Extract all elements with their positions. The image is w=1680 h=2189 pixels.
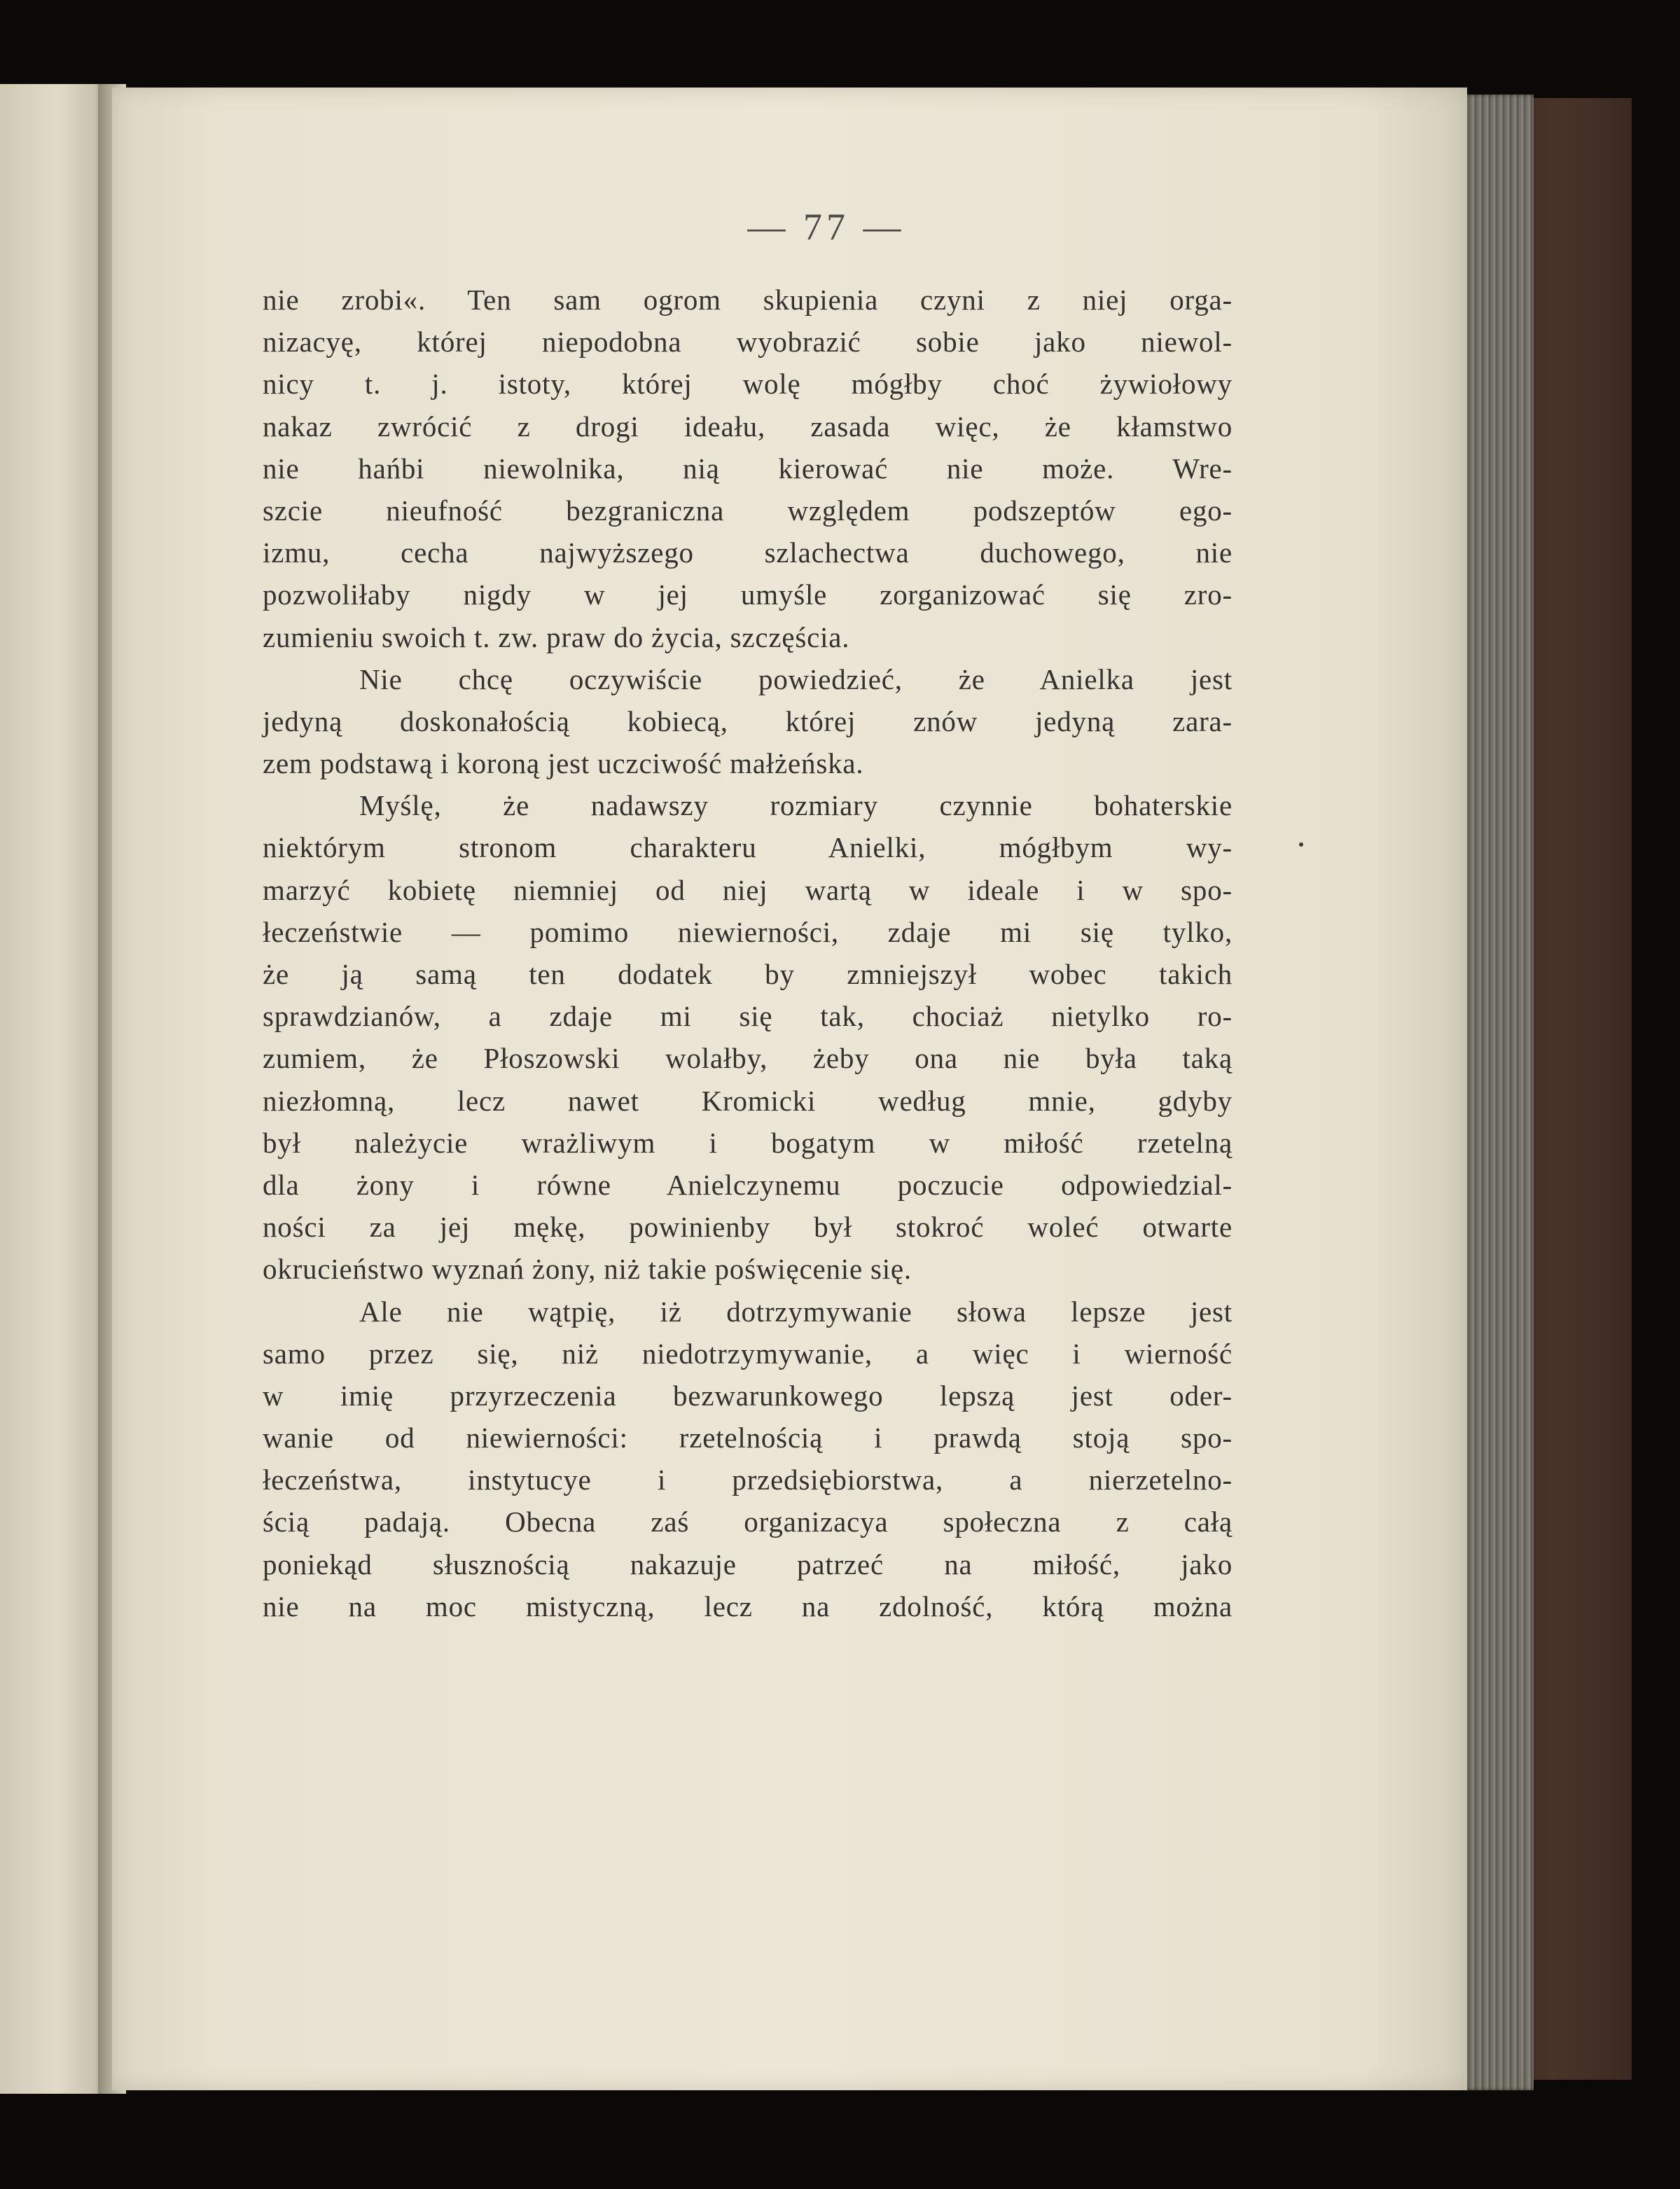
text-line: marzyć kobietę niemniej od niej wartą w ideale i w spo-: [263, 873, 1233, 906]
text-line: niezłomną, lecz nawet Kromicki według mnie, gdyby: [263, 1084, 1233, 1117]
text-line: ności za jej mękę, powinienby był stokroć woleć otwarte: [263, 1211, 1233, 1244]
text-line: że ją samą ten dodatek by zmniejszył wobec takich: [263, 958, 1233, 990]
text-line: w imię przyrzeczenia bezwarunkowego lepszą jest oder-: [263, 1379, 1233, 1412]
text-line: łeczeństwa, instytucye i przedsiębiorstwa, a nierzetelno-: [263, 1464, 1233, 1496]
text-line: wanie od niewierności: rzetelnością i prawdą stoją spo-: [263, 1422, 1233, 1454]
page-number: — 77 —: [747, 206, 905, 248]
previous-page-border: [0, 84, 109, 2094]
text-line: nie zrobi«. Ten sam ogrom skupienia czyni z niej orga-: [263, 284, 1233, 316]
text-line: ścią padają. Obecna zaś organizacya społeczna z całą: [263, 1506, 1233, 1538]
text-line: był należycie wrażliwym i bogatym w miłość rzetelną: [263, 1126, 1233, 1159]
text-line: zumieniu swoich t. zw. praw do życia, szczęścia.: [263, 620, 850, 653]
text-line: niektórym stronom charakteru Anielki, mógłbym wy-: [263, 831, 1233, 864]
text-line: nie na moc mistyczną, lecz na zdolność, którą można: [263, 1590, 1233, 1622]
text-line: izmu, cecha najwyższego szlachectwa duchowego, nie: [263, 536, 1233, 569]
text-line: nicy t. j. istoty, której wolę mógłby choć żywiołowy: [263, 368, 1233, 401]
text-line: sprawdzianów, a zdaje mi się tak, chociaż nietylko ro-: [263, 1000, 1233, 1033]
text-line: nie hańbi niewolnika, nią kierować nie może. Wre-: [263, 452, 1233, 485]
text-line: nakaz zwrócić z drogi ideału, zasada więc, że kłamstwo: [263, 410, 1233, 443]
ink-speck: [1299, 842, 1303, 847]
text-line: Myślę, że nadawszy rozmiary czynnie bohaterskie: [359, 789, 1233, 822]
text-line: łeczeństwie — pomimo niewierności, zdaje mi się tylko,: [263, 915, 1233, 948]
page-edges: [1457, 95, 1534, 2090]
page-text: [263, 279, 1233, 1627]
text-line: dla żony i równe Anielczynemu poczucie odpowiedzial-: [263, 1168, 1233, 1201]
text-line: zem podstawą i koroną jest uczciwość małżeńska.: [263, 747, 864, 780]
text-line: poniekąd słusznością nakazuje patrzeć na miłość, jako: [263, 1548, 1233, 1580]
text-line: pozwoliłaby nigdy w jej umyśle zorganizować się zro-: [263, 578, 1233, 611]
text-line: okrucieństwo wyznań żony, niż takie poświęcenie się.: [263, 1253, 912, 1286]
text-line: Ale nie wątpię, iż dotrzymywanie słowa lepsze jest: [359, 1295, 1233, 1328]
text-line: szcie nieufność bezgraniczna względem podszeptów ego-: [263, 494, 1233, 527]
text-line: zumiem, że Płoszowski wolałby, żeby ona nie była taką: [263, 1042, 1233, 1075]
text-line: samo przez się, niż niedotrzymywanie, a więc i wierność: [263, 1337, 1233, 1370]
text-line: jedyną doskonałością kobiecą, której znów jedyną zara-: [263, 704, 1233, 737]
text-line: nizacyę, której niepodobna wyobrazić sobie jako niewol-: [263, 326, 1233, 359]
text-line: Nie chcę oczywiście powiedzieć, że Anielka jest: [359, 662, 1233, 695]
